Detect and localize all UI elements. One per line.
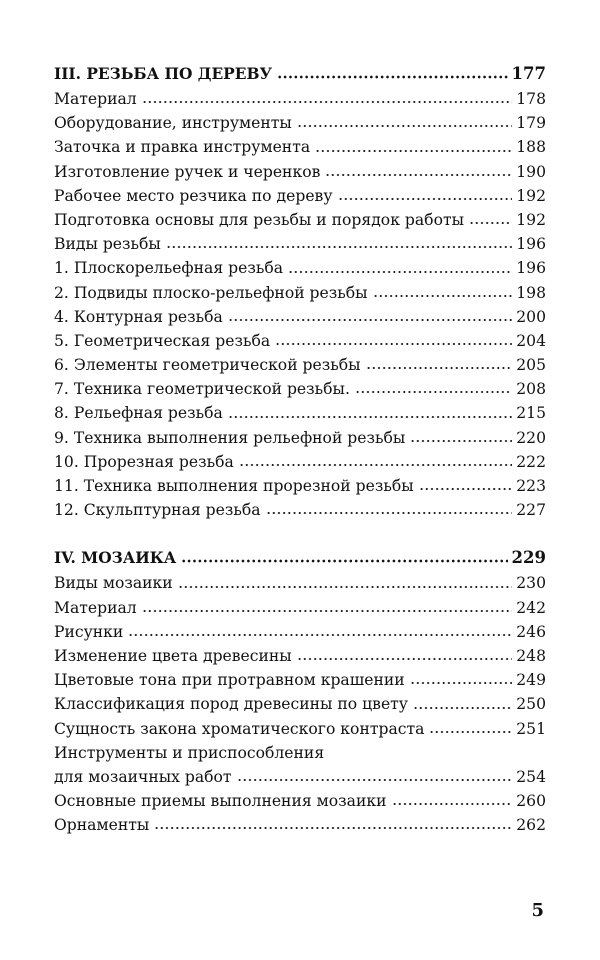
- toc-entry: [54, 620, 546, 644]
- dot-leader: [410, 438, 512, 444]
- toc-entry: [54, 813, 546, 837]
- dot-leader: [166, 244, 512, 250]
- dot-leader: [373, 293, 513, 299]
- toc-entry: [54, 765, 546, 789]
- toc-entry-title: Инструменты и приспособления: [54, 743, 325, 762]
- toc-entry-title: Основные приемы выполнения мозаики: [54, 792, 387, 811]
- toc-entry-page: 222: [516, 452, 546, 471]
- dot-leader: [228, 414, 512, 420]
- toc-entry: [54, 256, 546, 280]
- toc-entry-page: 196: [516, 235, 546, 254]
- toc-entry-title: 12. Скульптурная резьба: [54, 501, 261, 520]
- toc-entry-title: Цветовые тона при протравном крашении: [54, 671, 405, 690]
- table-of-contents: [54, 60, 546, 837]
- toc-entry: [54, 596, 546, 620]
- dot-leader: [419, 486, 513, 492]
- toc-entry-title: Рисунки: [54, 622, 124, 641]
- toc-entry: [54, 644, 546, 668]
- dot-leader: [355, 389, 512, 395]
- toc-entry-page: 220: [516, 428, 546, 447]
- toc-entry-title: Подготовка основы для резьбы и порядок работы: [54, 210, 464, 229]
- toc-heading-page: 229: [511, 548, 546, 568]
- toc-entry-title: Виды резьбы: [54, 235, 161, 254]
- toc-entry-title: Сущность закона хроматического контраста: [54, 719, 425, 738]
- toc-entry-page: 250: [516, 695, 546, 714]
- toc-entry-page: 242: [516, 598, 546, 617]
- toc-entry-title: Заточка и правка инструмента: [54, 138, 311, 157]
- dot-leader: [154, 825, 512, 831]
- toc-entry-page: 249: [516, 671, 546, 690]
- dot-leader: [429, 729, 512, 735]
- dot-leader: [469, 220, 512, 226]
- toc-entry: [54, 498, 546, 522]
- toc-entry: [54, 232, 546, 256]
- dot-leader: [288, 269, 512, 275]
- toc-entry: [54, 571, 546, 595]
- dot-leader: [297, 656, 513, 662]
- toc-entry-title: 6. Элементы геометрической резьбы: [54, 356, 361, 375]
- page-number: 5: [531, 900, 544, 921]
- toc-entry-title: 11. Техника выполнения прорезной резьбы: [54, 477, 414, 495]
- dot-leader: [128, 632, 512, 638]
- dot-leader: [366, 365, 513, 371]
- toc-entry-page: 192: [516, 186, 546, 205]
- dot-leader: [325, 172, 512, 178]
- toc-entry: [54, 474, 546, 498]
- toc-entry-continued: [54, 741, 546, 765]
- toc-entry-title: Виды мозаики: [54, 574, 173, 593]
- toc-entry: [54, 281, 546, 305]
- toc-entry: [54, 717, 546, 741]
- toc-entry-page: 192: [516, 210, 546, 229]
- dot-leader: [297, 123, 512, 129]
- dot-leader: [239, 462, 512, 468]
- toc-entry-page: 198: [516, 283, 546, 302]
- dot-leader: [181, 558, 507, 564]
- toc-entry-page: 227: [516, 501, 546, 520]
- toc-entry-page: 178: [516, 90, 546, 108]
- toc-entry-title: Материал: [54, 598, 137, 617]
- toc-entry: [54, 668, 546, 692]
- toc-entry: [54, 692, 546, 716]
- toc-heading-page: 177: [511, 64, 546, 83]
- toc-entry-title: для мозаичных работ: [54, 767, 232, 786]
- toc-entry-title: 10. Прорезная резьба: [54, 452, 234, 471]
- toc-entry-title: 5. Геометрическая резьба: [54, 331, 271, 350]
- dot-leader: [392, 801, 513, 807]
- dot-leader: [228, 317, 512, 323]
- toc-entry-title: 4. Контурная резьба: [54, 307, 223, 326]
- toc-entry: [54, 426, 546, 450]
- toc-entry-page: 262: [516, 816, 546, 835]
- toc-heading-title: IV. МОЗАИКА: [54, 549, 177, 568]
- toc-entry-title: 1. Плоскорельефная резьба: [54, 259, 284, 278]
- toc-entry-page: 190: [516, 162, 546, 181]
- dot-leader: [142, 99, 513, 105]
- toc-heading: [54, 544, 546, 571]
- toc-entry-title: 2. Подвиды плоско-рельефной резьбы: [54, 283, 368, 302]
- toc-entry-page: 254: [516, 767, 546, 786]
- dot-leader: [266, 510, 513, 516]
- toc-entry: [54, 377, 546, 401]
- toc-entry-page: 246: [516, 622, 546, 641]
- toc-entry: [54, 450, 546, 474]
- toc-entry-page: 208: [516, 380, 546, 399]
- toc-entry-title: Изготовление ручек и черенков: [54, 162, 321, 181]
- toc-entry-page: 223: [516, 477, 546, 495]
- dot-leader: [277, 74, 508, 80]
- toc-entry-page: 200: [516, 307, 546, 326]
- toc-entry: [54, 111, 546, 135]
- toc-entry-page: 215: [516, 404, 546, 423]
- toc-entry-title: Материал: [54, 90, 137, 108]
- toc-entry-page: 188: [516, 138, 546, 157]
- dot-leader: [275, 341, 512, 347]
- dot-leader: [237, 777, 513, 783]
- toc-section-mosaic: [54, 544, 546, 837]
- toc-entry: [54, 87, 546, 111]
- toc-entry-title: Классификация пород древесины по цвету: [54, 695, 408, 714]
- toc-entry-page: 179: [516, 114, 546, 133]
- dot-leader: [315, 148, 512, 154]
- dot-leader: [142, 608, 513, 614]
- toc-entry-title: Орнаменты: [54, 816, 150, 835]
- toc-entry-title: Оборудование, инструменты: [54, 114, 292, 133]
- toc-entry: [54, 353, 546, 377]
- toc-section-woodcarving: [54, 60, 546, 522]
- toc-entry-page: 248: [516, 646, 546, 665]
- toc-entry-page: 205: [516, 356, 546, 375]
- toc-entry-page: 196: [516, 259, 546, 278]
- toc-entry: [54, 208, 546, 232]
- dot-leader: [413, 705, 512, 711]
- toc-entry-title: Рабочее место резчика по дереву: [54, 186, 333, 205]
- dot-leader: [178, 584, 513, 590]
- toc-entry: [54, 184, 546, 208]
- toc-entry: [54, 305, 546, 329]
- toc-entry-title: Изменение цвета древесины: [54, 646, 292, 665]
- toc-entry: [54, 401, 546, 425]
- toc-heading-title: III. РЕЗЬБА ПО ДЕРЕВУ: [54, 65, 272, 83]
- toc-entry-page: 204: [516, 331, 546, 350]
- toc-heading: [54, 60, 546, 87]
- toc-entry-title: 7. Техника геометрической резьбы.: [54, 380, 350, 399]
- dot-leader: [338, 196, 513, 202]
- toc-entry: [54, 329, 546, 353]
- toc-entry-page: 230: [516, 574, 546, 593]
- toc-entry-title: 8. Рельефная резьба: [54, 404, 223, 423]
- toc-entry: [54, 135, 546, 159]
- toc-entry-page: 251: [516, 719, 546, 738]
- toc-entry-title: 9. Техника выполнения рельефной резьбы: [54, 428, 406, 447]
- toc-entry-page: 260: [516, 792, 546, 811]
- dot-leader: [410, 680, 513, 686]
- toc-entry: [54, 160, 546, 184]
- toc-entry: [54, 789, 546, 813]
